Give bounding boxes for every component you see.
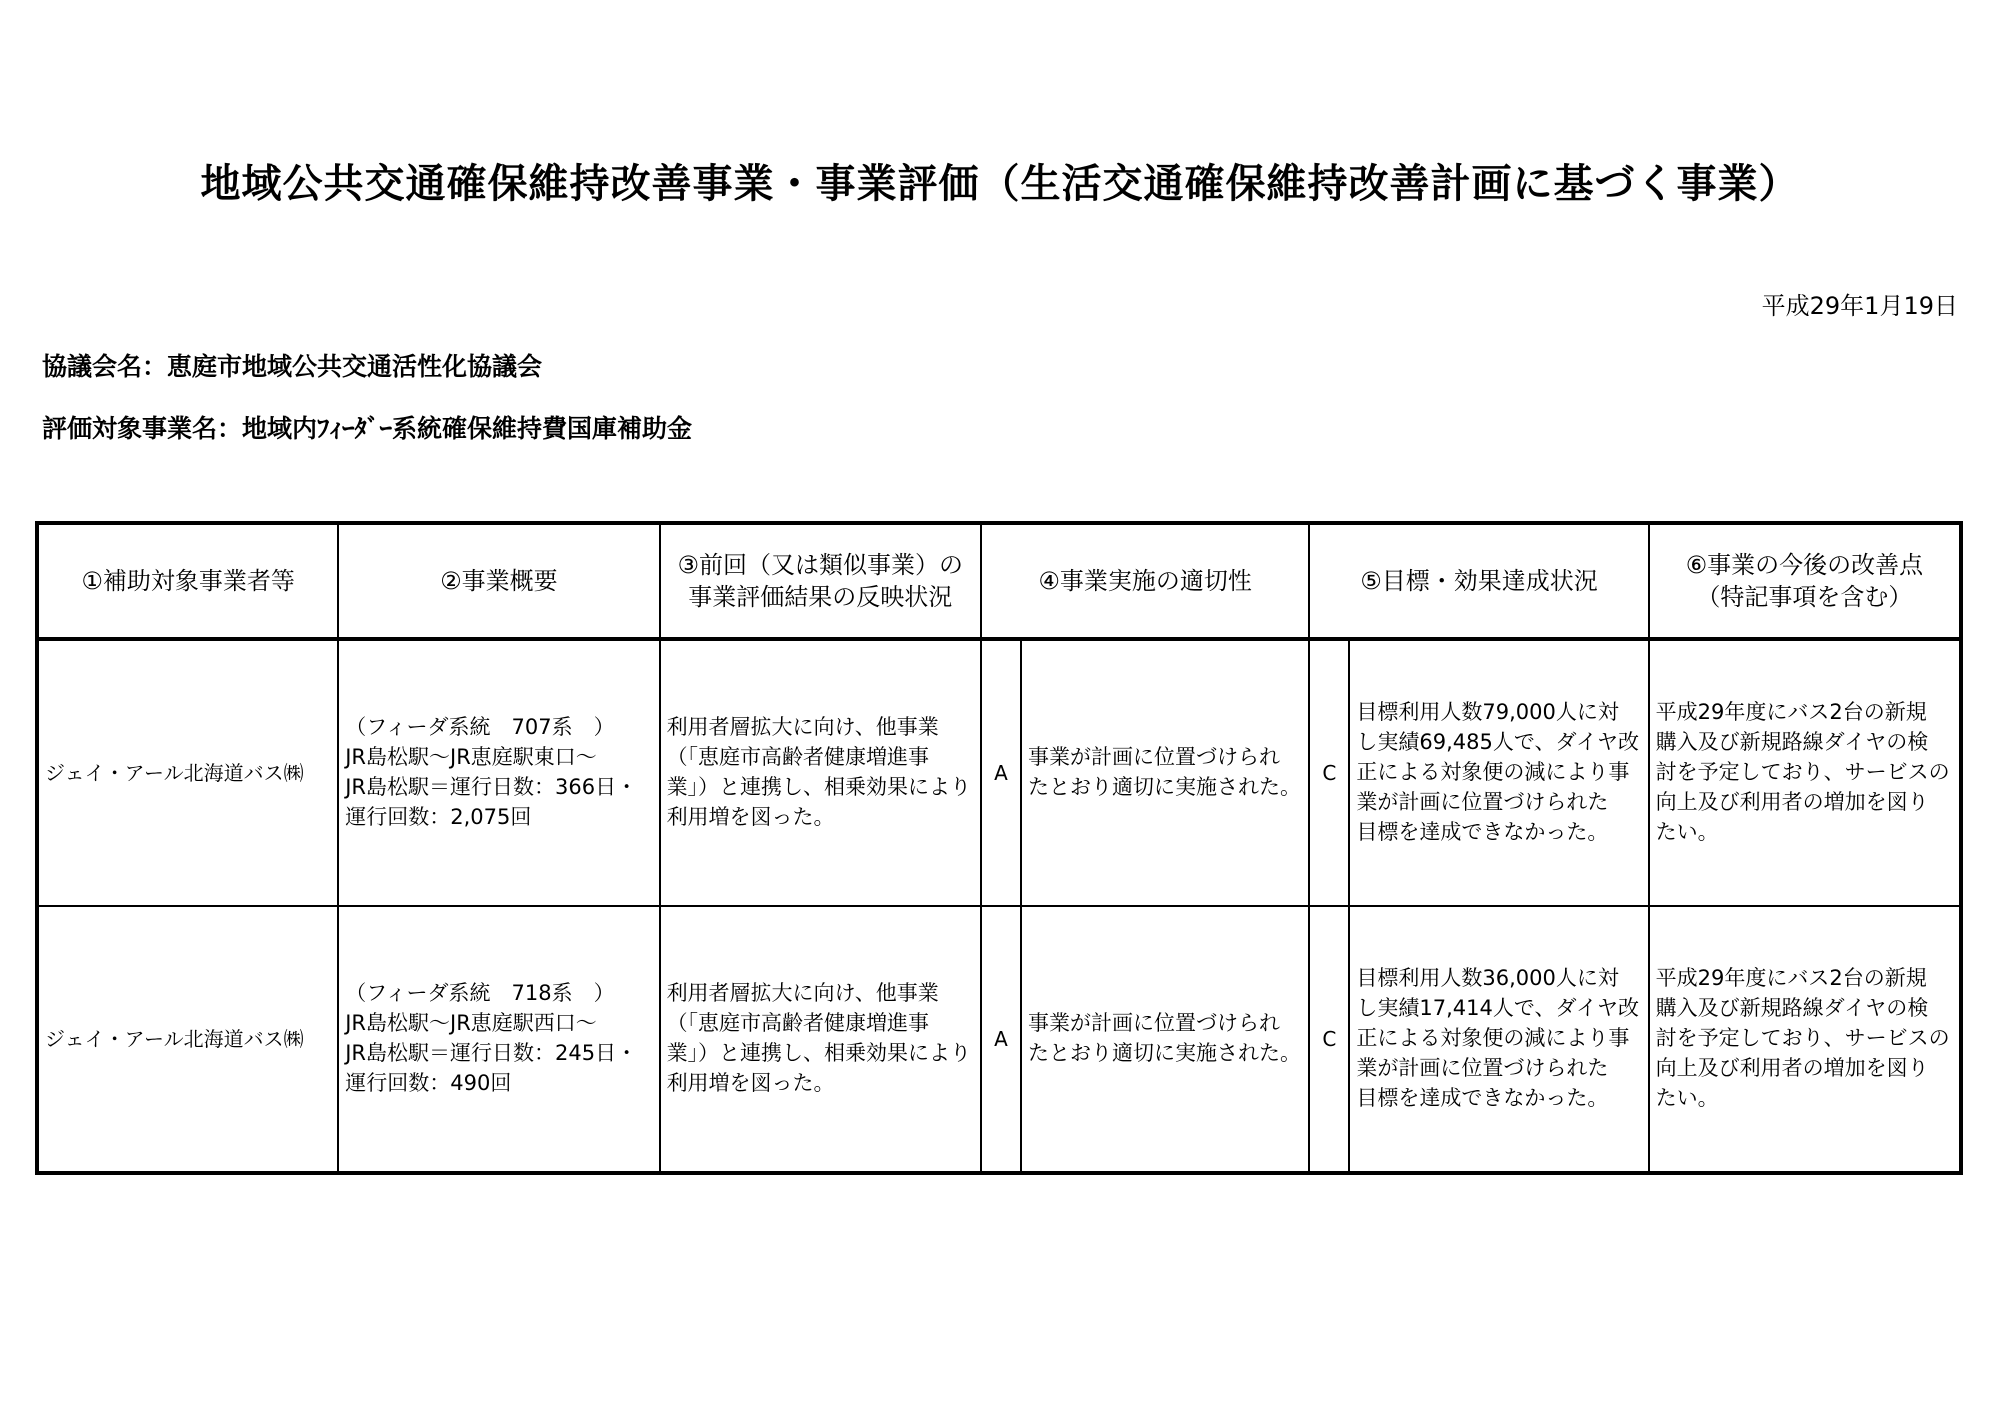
appropriateness-grade: A <box>981 906 1021 1173</box>
achievement-grade: C <box>1309 639 1349 906</box>
header-achievement: ⑤目標・効果達成状況 <box>1309 523 1648 639</box>
reflection-cell: 利用者層拡大に向け、他事業 （「恵庭市高齢者健康増進事 業」）と連携し、相乗効果により 利用増を図った。 <box>660 906 981 1173</box>
appropriateness-cell: 事業が計画に位置づけられ たとおり適切に実施された。 <box>1021 639 1309 906</box>
evaluation-table <box>35 521 1963 1175</box>
achievement-grade: C <box>1309 906 1349 1173</box>
summary-cell: （フィーダ系統 718系 ） JR島松駅～JR恵庭駅西口～ JR島松駅＝運行日数：245日・ 運行回数：490回 <box>338 906 659 1173</box>
improvement-cell: 平成29年度にバス2台の新規 購入及び新規路線ダイヤの検 討を予定しており、サービスの 向上及び利用者の増加を図り たい。 <box>1649 639 1961 906</box>
header-summary: ②事業概要 <box>338 523 659 639</box>
header-appropriateness: ④事業実施の適切性 <box>981 523 1309 639</box>
appropriateness-grade: A <box>981 639 1021 906</box>
document-date: 平成29年1月19日 <box>1761 292 1958 320</box>
achievement-cell: 目標利用人数79,000人に対 し実績69,485人で、ダイヤ改 正による対象便の減により事 業が計画に位置づけられた 目標を達成できなかった。 <box>1349 639 1648 906</box>
header-reflection: ③前回（又は類似事業）の 事業評価結果の反映状況 <box>660 523 981 639</box>
header-improvement: ⑥事業の今後の改善点 （特記事項を含む） <box>1649 523 1961 639</box>
reflection-cell: 利用者層拡大に向け、他事業 （「恵庭市高齢者健康増進事 業」）と連携し、相乗効果により 利用増を図った。 <box>660 639 981 906</box>
operator-cell: ジェイ・アール北海道バス㈱ <box>37 906 338 1173</box>
achievement-cell: 目標利用人数36,000人に対 し実績17,414人で、ダイヤ改 正による対象便の減により事 業が計画に位置づけられた 目標を達成できなかった。 <box>1349 906 1648 1173</box>
summary-cell: （フィーダ系統 707系 ） JR島松駅～JR恵庭駅東口～ JR島松駅＝運行日数：366日・ 運行回数：2,075回 <box>338 639 659 906</box>
council-name: 協議会名：恵庭市地域公共交通活性化協議会 <box>42 352 543 381</box>
table-row <box>37 639 1961 906</box>
table-header-row <box>37 523 1961 639</box>
operator-cell: ジェイ・アール北海道バス㈱ <box>37 639 338 906</box>
page-title: 地域公共交通確保維持改善事業・事業評価（生活交通確保維持改善計画に基づく事業） <box>200 161 1800 207</box>
improvement-cell: 平成29年度にバス2台の新規 購入及び新規路線ダイヤの検 討を予定しており、サービスの 向上及び利用者の増加を図り たい。 <box>1649 906 1961 1173</box>
header-operator: ①補助対象事業者等 <box>37 523 338 639</box>
table-row <box>37 906 1961 1173</box>
appropriateness-cell: 事業が計画に位置づけられ たとおり適切に実施された。 <box>1021 906 1309 1173</box>
project-name: 評価対象事業名：地域内ﾌｨｰﾀﾞｰ系統確保維持費国庫補助金 <box>42 414 693 443</box>
